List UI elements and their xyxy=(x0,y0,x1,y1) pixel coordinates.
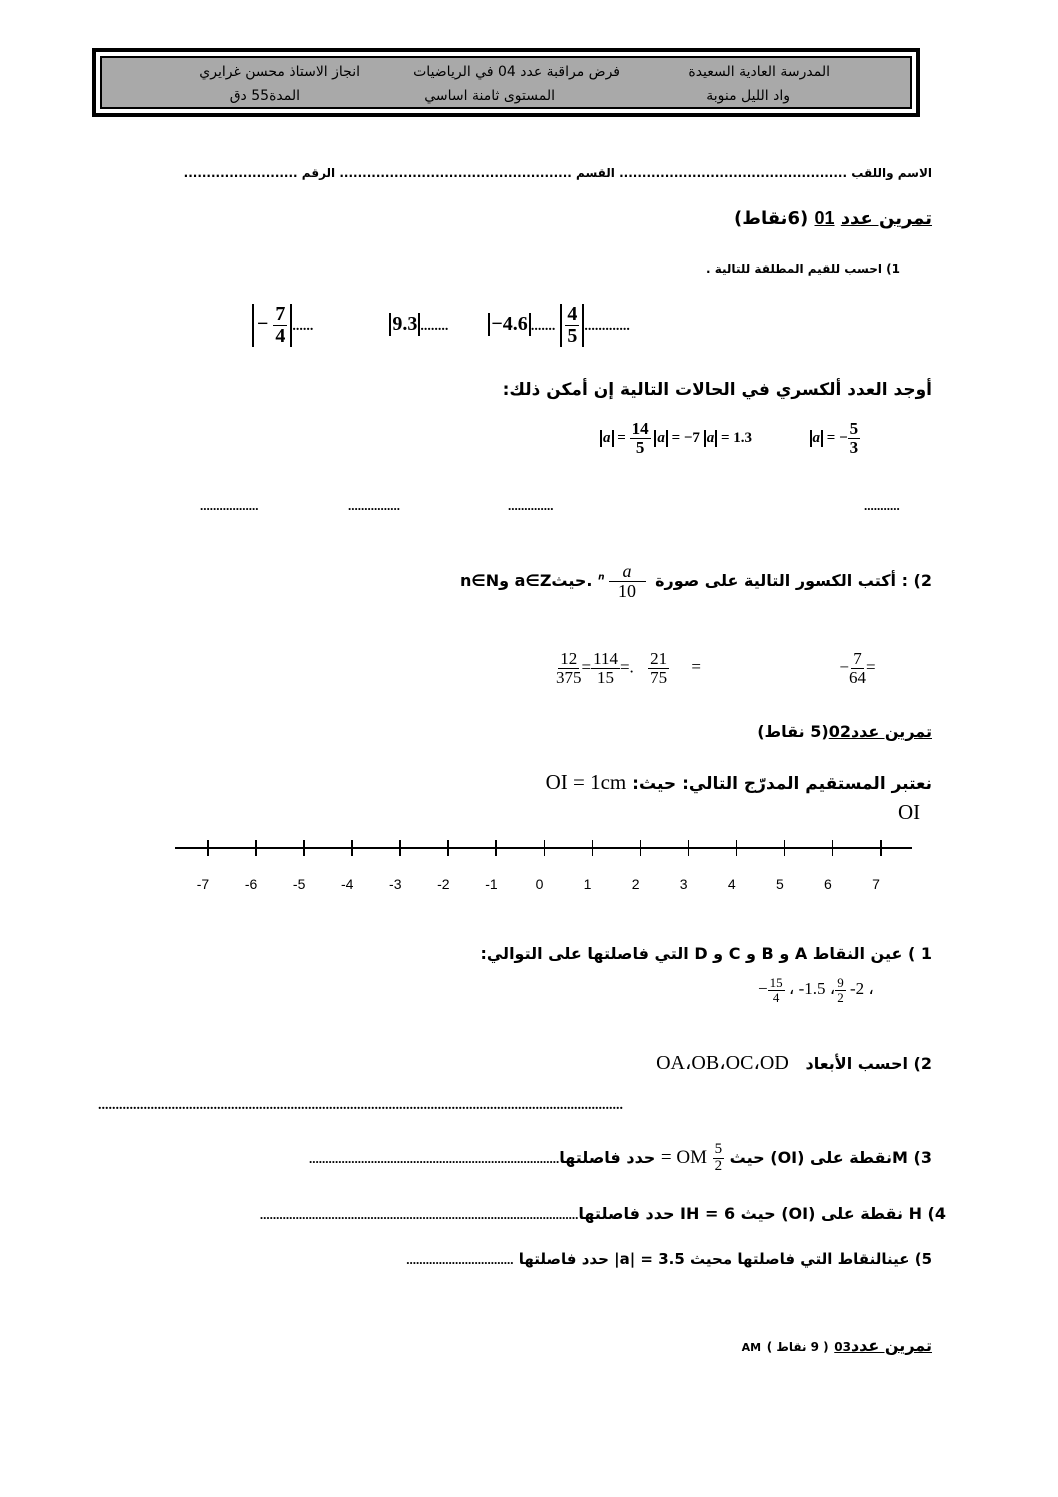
tick-mark xyxy=(544,840,546,856)
numerator: a xyxy=(609,562,646,582)
equals: = xyxy=(617,429,626,446)
ex2-q5 xyxy=(406,1250,932,1268)
tick-label: 6 xyxy=(824,876,832,892)
variable-a: a xyxy=(600,430,614,447)
abs-values-row xyxy=(252,304,630,347)
tick-mark xyxy=(592,840,594,856)
name-field[interactable]: .................................................. xyxy=(619,166,848,180)
answer-blank[interactable]: ....... xyxy=(530,319,556,335)
tick-mark xyxy=(640,840,642,856)
answer-blank[interactable]: .................. xyxy=(200,498,259,513)
sign: − xyxy=(839,657,849,677)
ex1-q1: 1) احسب للقيم المطلقة للتالية . xyxy=(706,262,900,276)
tick-label: 2 xyxy=(631,876,640,892)
ex1-q2-text: 2) : أكتب الكسور التالية على صورة xyxy=(655,570,932,590)
numerator: 4 xyxy=(567,303,578,325)
tick-mark xyxy=(736,840,738,856)
tick-mark xyxy=(207,840,209,856)
ex2-q3-text: 3) Mنقطة على (OI) حيث xyxy=(729,1147,932,1167)
denominator: 5 xyxy=(567,325,578,347)
denominator: 375 xyxy=(556,667,582,687)
tick-label: -7 xyxy=(196,876,210,892)
numerator: 14 xyxy=(631,419,649,438)
ex2-q4 xyxy=(260,1204,946,1223)
class-label: القسم xyxy=(576,166,615,180)
equals: = xyxy=(691,657,701,677)
tick-mark xyxy=(688,840,690,856)
tick-label: 0 xyxy=(535,876,544,892)
tick-label: -4 xyxy=(340,876,354,892)
ex2-q2 xyxy=(656,1050,932,1075)
ex2-title xyxy=(757,722,932,741)
ex2-title-text: تمرين عدد xyxy=(850,722,932,741)
tick-mark xyxy=(351,840,353,856)
tick-label: -1 xyxy=(485,876,498,892)
ex3-tag: AM xyxy=(741,1341,762,1354)
ex2-q5-text: 5) عينالنقاط التي فاصلتها محيث 3.5 = |a| حدد فاصلتها xyxy=(518,1250,932,1268)
denominator: 4 xyxy=(275,325,286,347)
equals: = xyxy=(671,429,681,446)
class-field[interactable]: ................................................... xyxy=(339,166,572,180)
exam-author: انجاز الاستاذ محسن غرايري xyxy=(199,64,360,80)
om-equation: OM = xyxy=(660,1146,708,1168)
exam-title: فرض مراقبة عدد 04 في الرياضيات xyxy=(413,64,620,80)
school-location: واد الليل منوبة xyxy=(706,88,790,104)
tick-label: 4 xyxy=(727,876,736,892)
ex1-title xyxy=(734,208,932,229)
value: ، -1.5 ، xyxy=(788,979,836,999)
ex1-q1b: أوجد العدد ألكسري في الحالات التالية إن أمكن ذلك: xyxy=(502,380,932,400)
numerator: 9 xyxy=(837,975,844,990)
case-value: −7 xyxy=(683,429,700,446)
fractions-row xyxy=(556,650,876,687)
ex3-number: 03 xyxy=(834,1340,851,1354)
answer-blank[interactable]: .............. xyxy=(508,498,554,513)
tick-label: -6 xyxy=(244,876,258,892)
header-box xyxy=(92,48,920,117)
ex2-q3 xyxy=(309,1142,932,1175)
ex2-intro-text: نعتبر المستقيم المدرّج التالي: حيث: xyxy=(632,774,932,794)
tick-mark xyxy=(399,840,401,856)
numerator: 114 xyxy=(593,649,618,668)
abs-value: −4.6 xyxy=(488,313,530,336)
ex2-q2-text: 2) احسب الأبعاد xyxy=(805,1054,932,1073)
ex1-number: 01 xyxy=(814,208,835,228)
tick-mark xyxy=(447,840,449,856)
tick-mark xyxy=(784,840,786,856)
answer-blank[interactable]: .................................................................................................. xyxy=(259,1207,579,1222)
numerator: 7 xyxy=(853,649,862,668)
exam-level: المستوى ثامنة اساسي xyxy=(424,88,555,104)
denominator: 10 xyxy=(618,580,636,601)
denominator: 64 xyxy=(849,667,866,687)
ex3-title xyxy=(742,1336,932,1355)
tick-label: 1 xyxy=(583,876,592,892)
numerator: 15 xyxy=(769,975,783,990)
answer-blank[interactable]: ........ xyxy=(420,319,449,335)
answer-blank[interactable]: ...................................................................................................................................................... xyxy=(98,1098,623,1113)
equals: = xyxy=(866,657,876,677)
tick-mark xyxy=(495,840,497,856)
equals: =. xyxy=(619,657,634,677)
ex2-intro xyxy=(546,770,932,795)
ex2-points: (5 نقاط) xyxy=(757,722,829,741)
ex2-q4-text: 4) H نقطة على (OI) حيث IH = 6 حدد فاصلتها xyxy=(578,1204,946,1223)
student-info-line xyxy=(184,166,932,180)
tick-mark xyxy=(303,840,305,856)
numerator: 7 xyxy=(275,303,286,325)
equals: = xyxy=(826,429,836,446)
ex2-q1: 1 ) عين النقاط A و B و C و D التي فاصلتها على التوالي: xyxy=(480,944,932,963)
tick-mark xyxy=(255,840,257,856)
denominator: 5 xyxy=(635,437,645,457)
numerator: 12 xyxy=(560,649,578,668)
tick-label: 3 xyxy=(679,876,688,892)
number-label: الرقم xyxy=(301,166,336,180)
name-label: الاسم واللقب xyxy=(851,166,932,180)
denominator: 4 xyxy=(772,989,780,1005)
sign: − xyxy=(257,313,269,336)
tick-label: -5 xyxy=(292,876,306,892)
sign: − xyxy=(758,979,768,999)
ex2-q1-values xyxy=(758,976,874,1004)
ex3-points: ( 9 نقاط ) xyxy=(766,1340,829,1354)
denominator: 3 xyxy=(849,437,859,457)
answer-blank[interactable]: ................ xyxy=(348,498,400,513)
tick-label: 5 xyxy=(775,876,784,892)
numerator: 5 xyxy=(714,1141,723,1157)
equals: = xyxy=(581,657,592,677)
value: -2 ، xyxy=(849,979,874,999)
variable-a: a xyxy=(810,430,824,447)
answer-blank[interactable]: ........... xyxy=(864,498,900,513)
ex1-q2 xyxy=(460,562,932,601)
tick-label: 7 xyxy=(872,876,880,892)
variable-a: a xyxy=(654,430,668,447)
exam-duration: المدة55 دق xyxy=(229,88,300,104)
ex2-number: 02 xyxy=(828,722,851,741)
answer-blank[interactable]: ...... xyxy=(292,319,314,335)
ex2-q3-text-b: حدد فاصلتها xyxy=(559,1147,656,1167)
distances-list: OA،OB،OC،OD xyxy=(656,1052,789,1074)
tick-mark xyxy=(832,840,834,856)
ex3-title-text: تمرين عدد xyxy=(850,1336,932,1355)
answer-blank[interactable]: ................................. xyxy=(406,1252,514,1267)
ex1-q2-condition: .حيثa∈Z وn∈N xyxy=(460,570,593,590)
sign: − xyxy=(839,429,848,446)
tick-label: -2 xyxy=(437,876,450,892)
ex1-points: (6نقاط) xyxy=(734,208,809,229)
denominator: 2 xyxy=(714,1157,723,1174)
equals: = xyxy=(720,429,730,446)
answer-blank[interactable]: ............................................................................. xyxy=(308,1150,560,1166)
denominator: 2 xyxy=(837,989,844,1005)
tick-label: -3 xyxy=(389,876,402,892)
abs-cases-row xyxy=(600,420,860,457)
school-name: المدرسة العادية السعيدة xyxy=(688,64,830,80)
oi-label: OI xyxy=(898,800,921,824)
number-field[interactable]: ......................... xyxy=(183,166,298,180)
answer-blank[interactable]: ............. xyxy=(584,319,630,335)
variable-a: a xyxy=(704,430,718,447)
exponent: n xyxy=(598,572,605,583)
ex1-title-text: تمرين عدد xyxy=(840,208,932,229)
case-value: 1.3 xyxy=(733,429,752,446)
denominator: 75 xyxy=(650,667,668,687)
abs-value: 9.3 xyxy=(389,313,420,336)
numerator: 5 xyxy=(849,419,859,438)
numerator: 21 xyxy=(650,649,668,668)
denominator: 15 xyxy=(597,667,615,687)
tick-mark xyxy=(880,840,882,856)
oi-equation: OI = 1cm xyxy=(545,770,627,794)
